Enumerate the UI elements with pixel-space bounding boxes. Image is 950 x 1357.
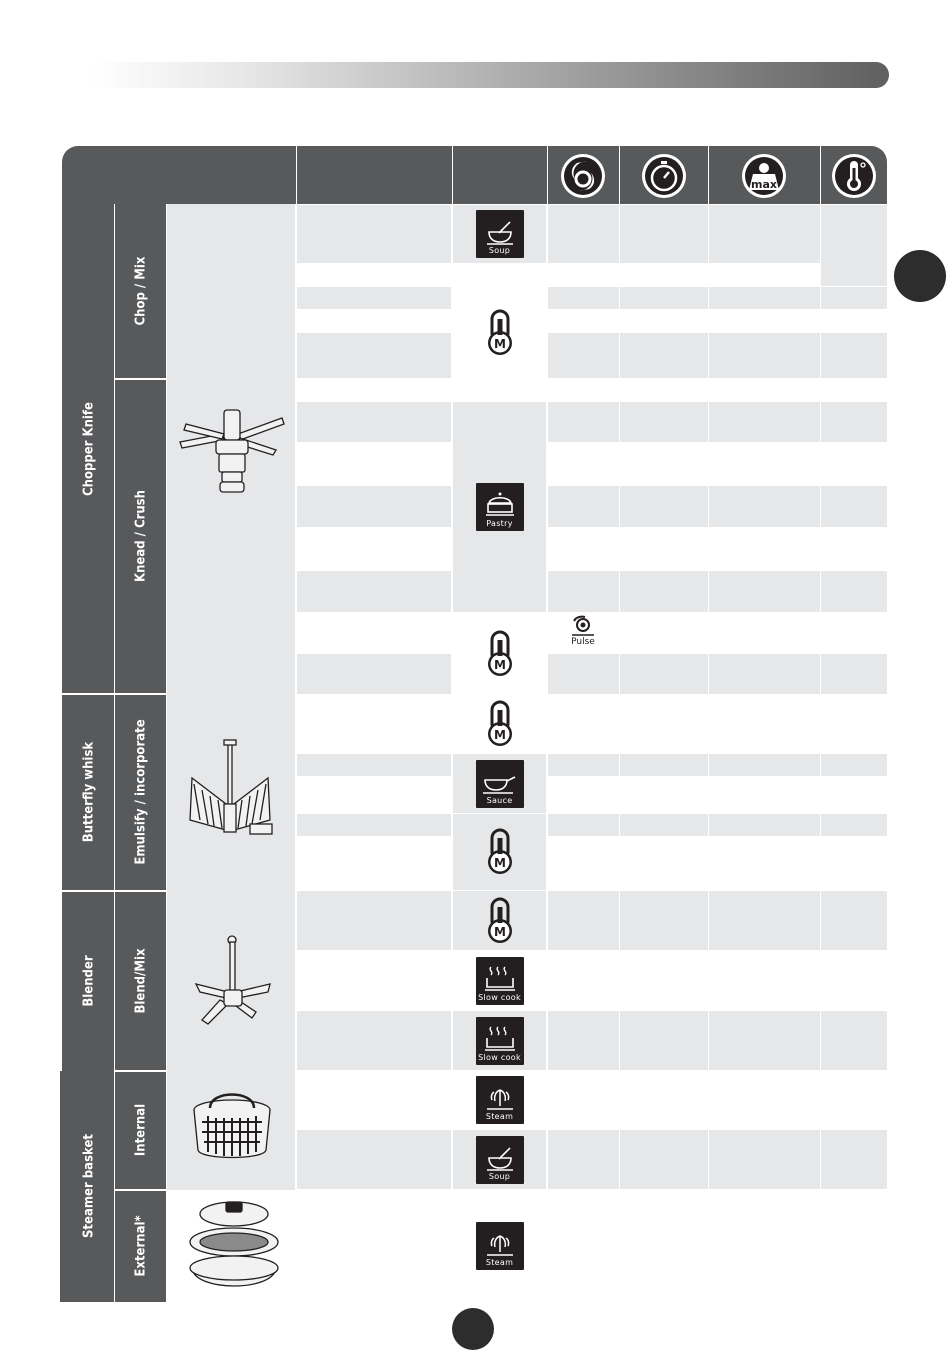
temp-cell [821, 754, 887, 776]
step-cell [297, 695, 451, 753]
header-cell-program [453, 146, 547, 204]
chopper-knife-icon [172, 404, 292, 500]
time-cell [620, 891, 708, 950]
pulse-icon [550, 615, 616, 651]
sauce-program-icon [476, 760, 524, 808]
program-label: Sauce [486, 795, 513, 805]
speed-cell [548, 951, 619, 1010]
manual-program-icon [479, 630, 521, 682]
speed-cell [548, 528, 619, 570]
speed-cell [548, 814, 619, 836]
weight-max-icon [738, 152, 790, 204]
step-cell [297, 837, 451, 890]
soup-program-icon [476, 210, 524, 258]
program-label: Pastry [486, 519, 513, 528]
steam-program-icon [476, 1076, 524, 1124]
weight-cell [709, 951, 820, 1010]
step-cell [297, 1011, 451, 1070]
program-label: Steam [485, 1257, 514, 1267]
step-cell [297, 486, 451, 527]
steam-program-icon [476, 1222, 524, 1270]
program-label: Steam [485, 1112, 514, 1121]
speed-cell [548, 695, 619, 753]
weight-cell [709, 695, 820, 753]
step-cell [297, 1130, 451, 1189]
step-cell [297, 814, 451, 836]
step-cell [297, 571, 451, 612]
time-cell [620, 379, 708, 401]
manual-program-icon [479, 309, 521, 361]
speed-cell [548, 571, 619, 612]
header-cell-step [297, 146, 452, 204]
temp-cell [821, 891, 887, 950]
temp-cell [821, 1071, 887, 1129]
subgroup-divider [115, 1189, 166, 1191]
step-cell [297, 1190, 451, 1301]
time-cell [620, 1190, 708, 1301]
temp-cell [821, 402, 887, 442]
step-cell [297, 951, 451, 1010]
weight-cell [709, 654, 820, 694]
program-label: Slow cook [478, 1052, 521, 1062]
pulse-label: Pulse [571, 637, 595, 647]
svg-text:M: M [493, 924, 506, 939]
weight-cell [709, 891, 820, 950]
step-cell [297, 1071, 451, 1129]
time-cell [620, 613, 708, 653]
weight-cell [709, 486, 820, 527]
svg-text:M: M [493, 728, 506, 742]
step-cell [297, 443, 451, 485]
page-number-dot [452, 1308, 494, 1350]
time-cell [620, 571, 708, 612]
time-cell [620, 1130, 708, 1189]
time-cell [620, 287, 708, 309]
weight-cell [709, 613, 820, 653]
program-label: Soup [488, 1171, 511, 1181]
subgroup-label-emulsify: Emulsify / incorporate [133, 719, 149, 865]
temp-cell [821, 695, 887, 753]
speed-cell [548, 402, 619, 442]
steamer-basket-icon [186, 1088, 278, 1174]
step-cell [297, 379, 451, 401]
speed-cell [548, 333, 619, 378]
speed-cell [548, 1071, 619, 1129]
time-cell [620, 951, 708, 1010]
temp-cell [821, 613, 887, 653]
step-cell [297, 287, 451, 309]
temp-cell [821, 528, 887, 570]
slow-cook-program-icon [476, 957, 524, 1005]
slow-cook-program-icon [476, 1017, 524, 1065]
program-label: Slow cook [478, 992, 521, 1002]
temp-cell [821, 777, 887, 813]
weight-cell [709, 837, 820, 890]
weight-cell [709, 443, 820, 485]
weight-cell [709, 571, 820, 612]
subgroup-label-external: External* [133, 1215, 149, 1277]
soup-program-icon [476, 1136, 524, 1184]
temp-cell [821, 310, 887, 332]
svg-text:M: M [493, 657, 506, 672]
header-cell-label [62, 146, 296, 204]
manual-program-icon [479, 897, 521, 949]
weight-cell [709, 754, 820, 776]
speed-cell [548, 754, 619, 776]
side-tab-dot [894, 250, 946, 302]
weight-cell [709, 814, 820, 836]
weight-cell [709, 264, 820, 286]
subgroup-label-chop-mix: Chop / Mix [133, 256, 149, 326]
subgroup-label-internal: Internal [133, 1103, 149, 1157]
group-divider [62, 693, 114, 695]
time-cell [620, 754, 708, 776]
time-cell [620, 310, 708, 332]
weight-cell [709, 379, 820, 401]
weight-cell [709, 1011, 820, 1070]
subgroup-divider [115, 693, 166, 695]
group-divider [62, 890, 114, 892]
time-cell [620, 1011, 708, 1070]
weight-cell [709, 1071, 820, 1129]
subgroup-label-knead-crush: Knead / Crush [133, 490, 149, 582]
manual-program-icon [479, 828, 521, 880]
pastry-program-icon [476, 483, 524, 531]
temp-cell [821, 443, 887, 485]
weight-cell [709, 1130, 820, 1189]
manual-program-icon [479, 700, 521, 752]
weight-cell [709, 1190, 820, 1301]
time-cell [620, 814, 708, 836]
temp-cell [821, 814, 887, 836]
group-label-chopper-knife: Chopper Knife [81, 402, 96, 496]
group-label-butterfly-whisk: Butterfly whisk [81, 741, 96, 843]
weight-cell [709, 205, 820, 263]
subgroup-divider [115, 378, 166, 380]
step-cell [297, 402, 451, 442]
subgroup-divider [115, 1070, 166, 1072]
speed-cell [548, 891, 619, 950]
temp-cell [821, 1011, 887, 1070]
speed-cell [548, 1011, 619, 1070]
time-cell [620, 205, 708, 263]
group-label-blender: Blender [81, 955, 96, 1007]
weight-cell [709, 402, 820, 442]
time-cell [620, 777, 708, 813]
thermometer-icon [828, 152, 880, 204]
temp-cell [821, 1190, 887, 1301]
speed-cell [548, 777, 619, 813]
speed-cell [548, 1130, 619, 1189]
external-steamer-icon [184, 1194, 284, 1304]
step-cell [297, 205, 451, 263]
step-cell [297, 310, 451, 332]
time-cell [620, 402, 708, 442]
weight-cell [709, 310, 820, 332]
svg-text:M: M [493, 856, 506, 870]
temp-cell [821, 571, 887, 612]
time-cell [620, 333, 708, 378]
time-cell [620, 443, 708, 485]
step-cell [297, 777, 451, 813]
temp-cell [821, 654, 887, 694]
time-cell [620, 264, 708, 286]
speed-cell [548, 1190, 619, 1301]
speed-cell [548, 443, 619, 485]
time-cell [620, 528, 708, 570]
time-cell [620, 486, 708, 527]
step-cell [297, 891, 451, 950]
speed-cell [548, 287, 619, 309]
temp-cell [821, 486, 887, 527]
blender-blade-icon [190, 932, 276, 1036]
temp-cell [821, 837, 887, 890]
speed-cell [548, 486, 619, 527]
group-label-steamer-basket: Steamer basket [81, 1134, 96, 1238]
time-cell [620, 1071, 708, 1129]
weight-cell [709, 777, 820, 813]
speed-cell [548, 837, 619, 890]
speed-cell [548, 310, 619, 332]
step-cell [297, 528, 451, 570]
time-cell [620, 695, 708, 753]
time-cell [620, 654, 708, 694]
svg-text:max: max [751, 178, 777, 191]
step-cell [297, 654, 451, 694]
speed-cell [548, 264, 619, 286]
temp-cell [821, 379, 887, 401]
speed-dial-icon [557, 152, 609, 204]
subgroup-divider [115, 890, 166, 892]
timer-icon [638, 152, 690, 204]
program-label: Soup [488, 246, 511, 255]
temp-cell [821, 1130, 887, 1189]
speed-cell [548, 205, 619, 263]
step-cell [297, 264, 451, 286]
svg-text:M: M [493, 336, 506, 351]
time-cell [620, 837, 708, 890]
speed-cell [548, 379, 619, 401]
weight-cell [709, 333, 820, 378]
temp-cell [821, 951, 887, 1010]
temp-cell [821, 333, 887, 378]
step-cell [297, 333, 451, 378]
butterfly-whisk-icon [180, 738, 280, 854]
speed-cell [548, 654, 619, 694]
subgroup-label-blend-mix: Blend/Mix [133, 948, 149, 1014]
weight-cell [709, 287, 820, 309]
step-cell [297, 613, 451, 653]
temp-cell [821, 287, 887, 309]
step-cell [297, 754, 451, 776]
temp-cell [821, 205, 887, 286]
weight-cell [709, 528, 820, 570]
steamer-group-edge [60, 1071, 66, 1302]
